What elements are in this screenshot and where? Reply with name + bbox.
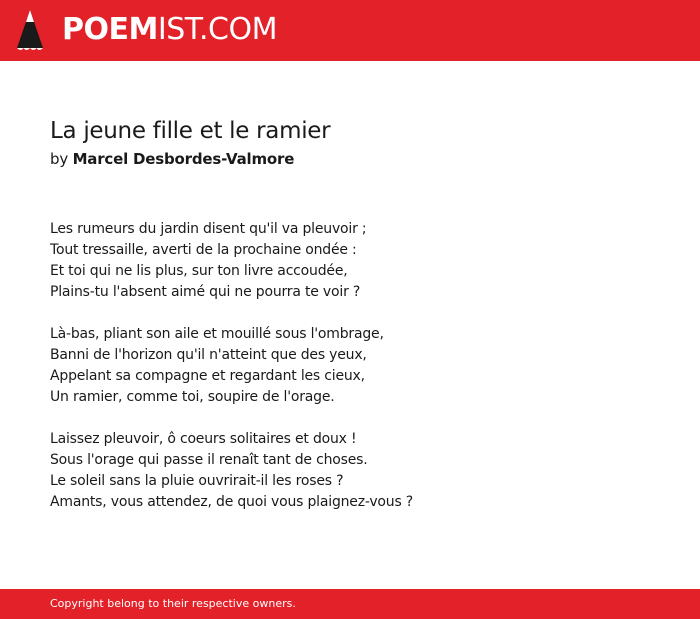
site-logo[interactable] [62, 12, 277, 48]
logo-bold-text: POEM [62, 12, 158, 47]
poem-line: Appelant sa compagne et regardant les cieux, [50, 368, 365, 384]
poem-line: Et toi qui ne lis plus, sur ton livre accoudée, [50, 263, 348, 279]
site-footer [0, 589, 700, 619]
poem-line: Banni de l'horizon qu'il n'atteint que des yeux, [50, 347, 367, 363]
poem-author: Marcel Desbordes-Valmore [72, 150, 295, 168]
poem-line: Là-bas, pliant son aile et mouillé sous l'ombrage, [50, 326, 384, 342]
poem-line: Le soleil sans la pluie ouvrirait-il les roses ? [50, 473, 344, 489]
poem-byline [50, 149, 294, 169]
logo-light-text: IST.COM [157, 12, 277, 47]
site-header [0, 0, 700, 61]
copyright-notice: Copyright belong to their respective owners. [50, 597, 296, 610]
stanza [50, 324, 670, 408]
poem-line: Tout tressaille, averti de la prochaine ondée : [50, 242, 357, 258]
stanza [50, 429, 670, 513]
poem-line: Un ramier, comme toi, soupire de l'orage. [50, 389, 335, 405]
stanza [50, 219, 670, 303]
pencil-tip-icon[interactable] [17, 10, 43, 52]
byline-prefix: by [50, 150, 68, 168]
poem-line: Sous l'orage qui passe il renaît tant de choses. [50, 452, 368, 468]
poem-line: Laissez pleuvoir, ô coeurs solitaires et doux ! [50, 431, 357, 447]
poem-line: Les rumeurs du jardin disent qu'il va pleuvoir ; [50, 221, 367, 237]
poem-line: Amants, vous attendez, de quoi vous plaignez-vous ? [50, 494, 414, 510]
poem-line: Plains-tu l'absent aimé qui ne pourra te voir ? [50, 284, 361, 300]
poem-body [50, 219, 670, 534]
poem-title: La jeune fille et le ramier [50, 118, 331, 144]
